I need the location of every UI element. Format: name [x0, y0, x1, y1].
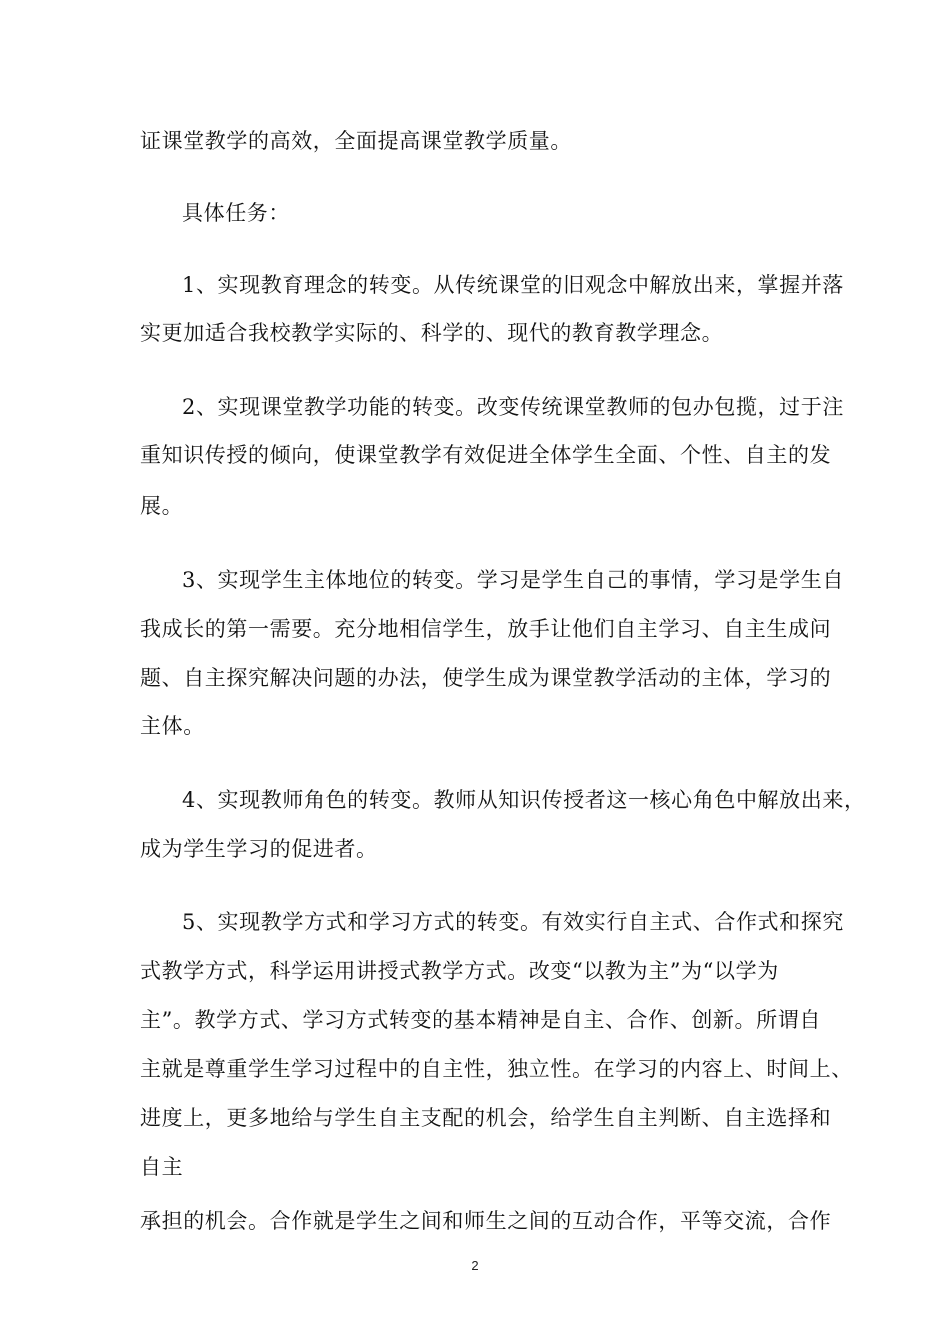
text-line: 证课堂教学的高效，全面提高课堂教学质量。 [140, 129, 572, 153]
text-line: 1、实现教育理念的转变。从传统课堂的旧观念中解放出来，掌握并落 [182, 273, 844, 297]
text-line: 3、实现学生主体地位的转变。学习是学生自己的事情，学习是学生自 [182, 568, 844, 592]
text-line: 主体。 [140, 714, 205, 738]
text-line: 实更加适合我校教学实际的、科学的、现代的教育教学理念。 [140, 321, 724, 345]
section-heading: 具体任务： [182, 201, 290, 225]
text-line: 自主 [140, 1155, 184, 1179]
text-line: 展。 [140, 494, 184, 518]
text-line: 式教学方式，科学运用讲授式教学方式。改变“以教为主”为“以学为 [140, 959, 779, 983]
text-line: 主”。教学方式、学习方式转变的基本精神是自主、合作、创新。所谓自 [140, 1008, 821, 1032]
text-line: 主就是尊重学生学习过程中的自主性，独立性。在学习的内容上、时间上、 [140, 1057, 853, 1081]
text-line: 2、实现课堂教学功能的转变。改变传统课堂教师的包办包揽，过于注 [182, 395, 844, 419]
text-line: 成为学生学习的促进者。 [140, 837, 378, 861]
text-line: 我成长的第一需要。充分地相信学生，放手让他们自主学习、自主生成问 [140, 617, 832, 641]
text-line: 4、实现教师角色的转变。教师从知识传授者这一核心角色中解放出来， [182, 788, 866, 812]
page-number: 2 [471, 1258, 479, 1273]
text-line: 承担的机会。合作就是学生之间和师生之间的互动合作，平等交流，合作 [140, 1209, 832, 1233]
text-line: 进度上，更多地给与学生自主支配的机会，给学生自主判断、自主选择和 [140, 1106, 832, 1130]
text-line: 重知识传授的倾向，使课堂教学有效促进全体学生全面、个性、自主的发 [140, 443, 832, 467]
text-line: 5、实现教学方式和学习方式的转变。有效实行自主式、合作式和探究 [182, 910, 844, 934]
text-line: 题、自主探究解决问题的办法，使学生成为课堂教学活动的主体，学习的 [140, 666, 832, 690]
